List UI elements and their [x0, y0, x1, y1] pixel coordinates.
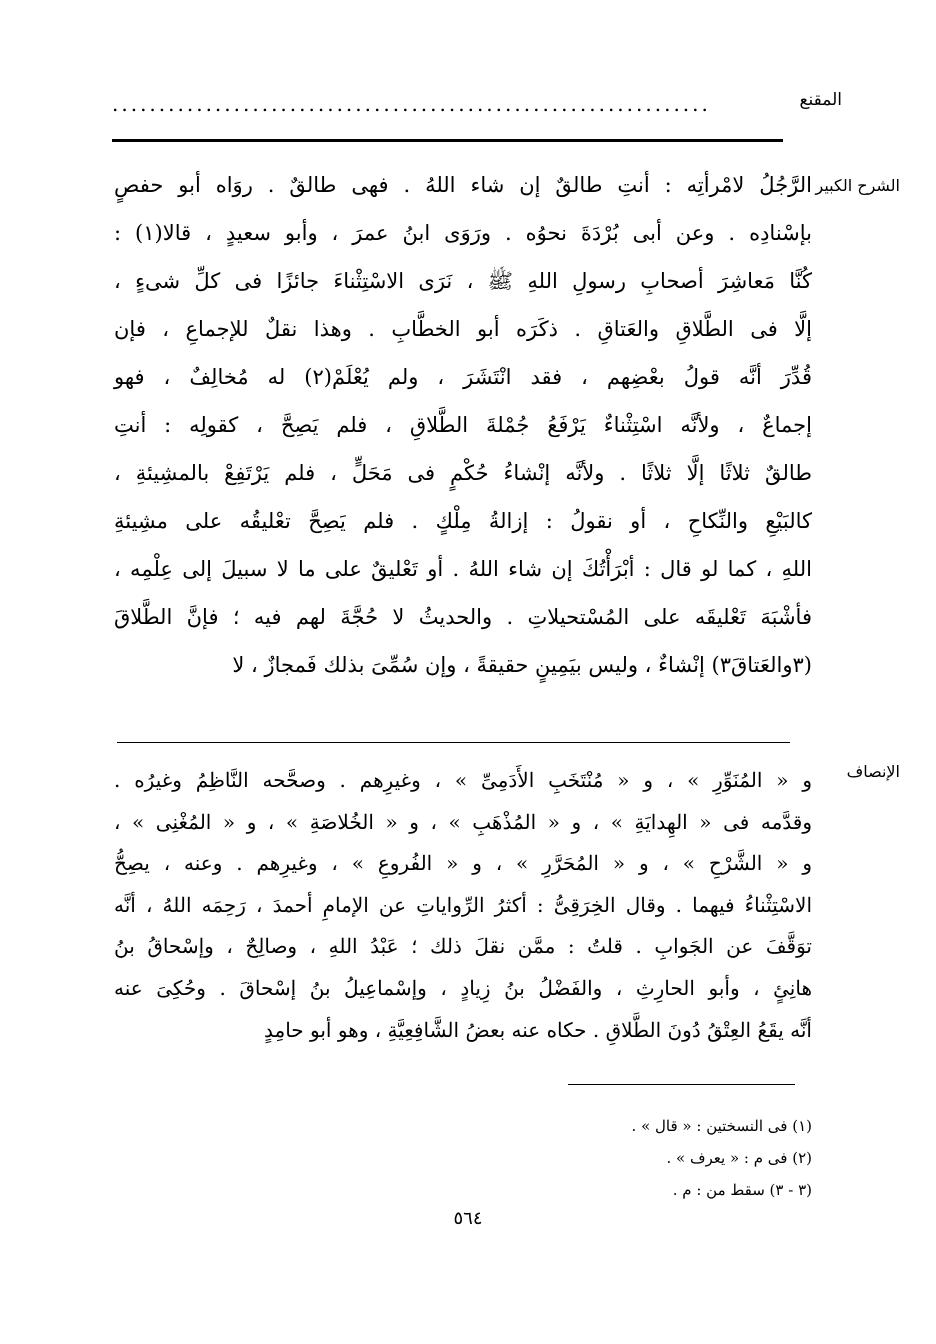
- sharh-line: الرَّجُلُ لامْرأتِه : أنتِ طالقٌ إن شاء اللهُ . فهى طالقٌ . روَاه أبو حفصٍ: [114, 173, 812, 197]
- sharh-line: إلَّا فى الطَّلاقِ والعَتاقِ . ذكَرَه أبو الخطَّابِ . وهذا نقلٌ للإجماعِ ، فإن: [114, 317, 812, 341]
- sharh-line: كُنَّا مَعاشِرَ أصحابِ رسولِ اللهِ ﷺ ، نَرَى الاسْتِثْناءَ جائزًا فى كلِّ شىءٍ ،: [114, 269, 812, 293]
- page-number: ٥٦٤: [453, 1208, 483, 1229]
- insaf-line: الاسْتِثْناءُ فيهما . وقال الخِرَقِىُّ : أكثرُ الرِّواياتِ عن الإمامِ أحمدَ ، رَحِمَه اللهُ ، أنَّه: [114, 892, 812, 917]
- footnotes: [632, 1110, 812, 1206]
- insaf-text-block: [114, 760, 812, 1051]
- insaf-line: توَقَّفَ عن الجَوابِ . قلتُ : ممَّن نقلَ ذلك ؛ عَبْدُ اللهِ ، وصالِحٌ ، وإسْحاقُ بنُ: [114, 934, 812, 959]
- sharh-line: بإسْنادِه . وعن أبى بُرْدَةَ نحوُه . ورَوَى ابنُ عمرَ ، وأبو سعيدٍ ، قالا(١) :: [114, 221, 812, 245]
- header-book-title: المقنع: [799, 90, 842, 110]
- insaf-line: هانِئٍ ، وأبو الحارِثِ ، والفَضْلُ بنُ زِيادٍ ، وإسْماعِيلُ بنُ إسْحاقَ . وحُكِىَ عنه: [114, 975, 812, 1000]
- insaf-section-label: الإنصاف: [846, 762, 900, 781]
- header-rule: [112, 139, 783, 142]
- insaf-line: و « الشَّرْحِ » ، و « المُحَرَّرِ » ، و « الفُروعِ » ، وغيرِهم . وعنه ، يصِحُّ: [114, 851, 812, 876]
- insaf-line: وقدَّمه فى « الهِدايَةِ » ، و « المُذْهَبِ » ، و « الخُلاصَةِ » ، و « المُغْنِى » ،: [114, 809, 812, 834]
- footnote-1: (١) فى النسختين : « قال » .: [631, 1117, 812, 1135]
- sharh-line: كالبَيْعِ والنِّكاحِ ، أو نقولُ : إزالةُ مِلْكٍ . فلم يَصِحَّ تعْليقُه على مشِيئةِ: [114, 509, 812, 533]
- footnote-3: (٣ - ٣) سقط من : م .: [672, 1181, 812, 1199]
- insaf-line: و « المُنَوِّرِ » ، و « مُنْتَخَبِ الأَدَمِىِّ » ، وغيرِهم . وصحَّحه النَّاظِمُ وغيرُه .: [114, 768, 812, 792]
- header-dotted-rule: ................................................................: [112, 94, 711, 114]
- footnote-2: (٢) فى م : « يعرف » .: [666, 1149, 812, 1167]
- insaf-line: أنَّه يقَعُ العِتْقُ دُونَ الطَّلاقِ . حكاه عنه بعضُ الشَّافِعِيَّةِ ، وهو أبو حامِدٍ: [263, 1017, 812, 1042]
- sharh-line: قُدِّرَ أنَّه قولُ بعْضِهم ، فقد انْتَشَرَ ، ولم يُعْلَمْ(٢) له مُخالِفٌ ، فهو: [114, 365, 812, 389]
- section-divider: [117, 742, 790, 743]
- sharh-line: إجماعٌ ، ولأنَّه اسْتِثْناءٌ يَرْفَعُ جُمْلةَ الطَّلاقِ ، فلم يَصِحَّ ، كقولِه : أنتِ: [114, 413, 812, 437]
- sharh-line: فأشْبَهَ تَعْليقَه على المُسْتحيلاتِ . والحديثُ لا حُجَّةَ لهم فيه ؛ فإنَّ الطَّلاقَ: [114, 605, 812, 629]
- sharh-line: (٣والعَتاقَ٣) إنْشاءٌ ، وليس بيَمِينٍ حقيقةً ، وإن سُمِّىَ بذلك فَمجازٌ ، لا: [232, 653, 812, 677]
- sharh-section-label: الشرح الكبير: [815, 176, 900, 195]
- sharh-line: طالقٌ ثلاثًا إلَّا ثلاثًا . ولأنَّه إنْشاءُ حُكْمٍ فى مَحَلٍّ ، فلم يَرْتَفِعْ بالمشِيئةِ ،: [114, 461, 812, 485]
- footnote-rule: [568, 1084, 795, 1085]
- sharh-line: اللهِ ، كما لو قال : أبْرَأْتُكَ إن شاء اللهُ . أو تَعْليقٌ على ما لا سبيلَ إلى عِلْمِه ،: [114, 557, 812, 581]
- sharh-text-block: [114, 161, 812, 689]
